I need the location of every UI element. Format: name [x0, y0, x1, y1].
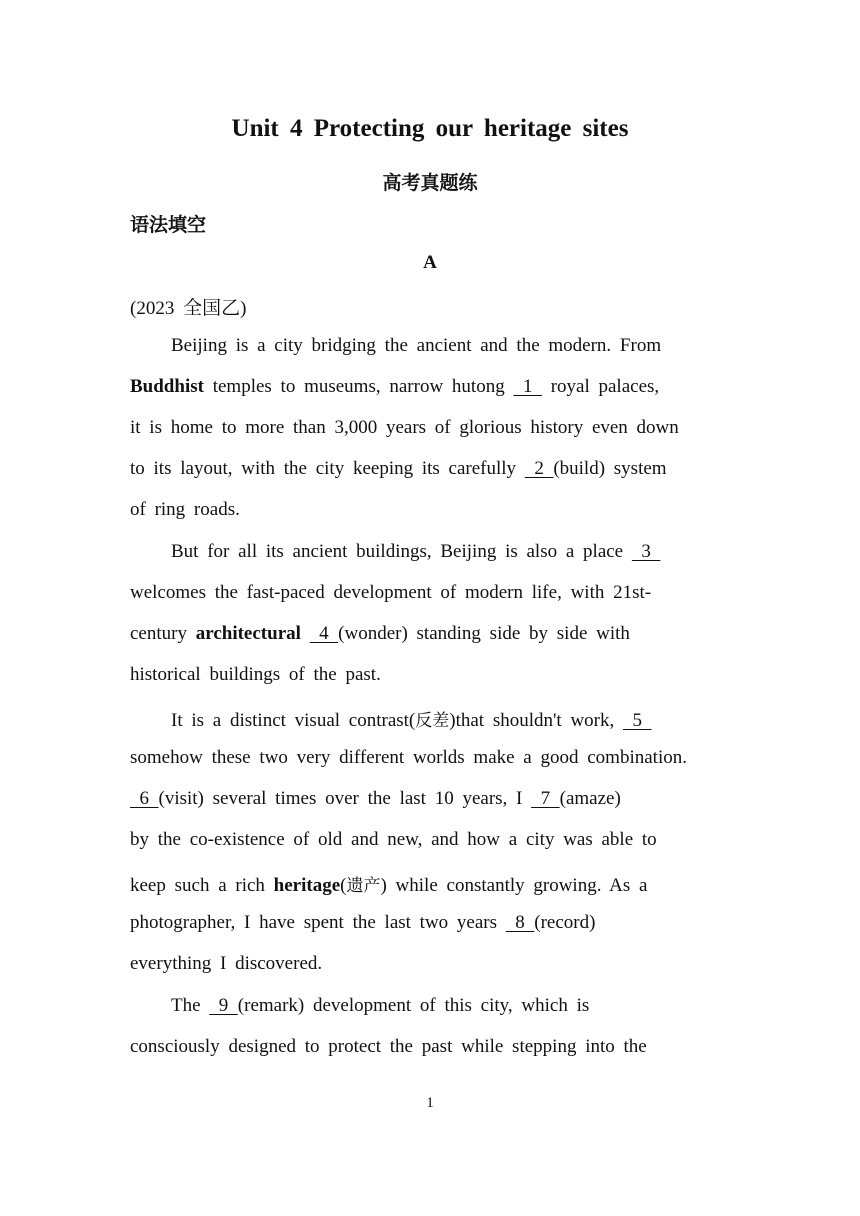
text-line: Beijing is a city bridging the ancient and the modern. From: [171, 335, 662, 356]
blank-8: 8: [505, 912, 535, 933]
text-span: But for all its ancient buildings, Beijing is also a place: [171, 541, 632, 562]
document-title: Unit 4 Protecting our heritage sites: [231, 115, 629, 142]
text-line: consciously designed to protect the past while stepping into the: [130, 1036, 647, 1057]
text-span: temples to museums, narrow hutong: [203, 376, 514, 397]
source-note: (2023 全国乙): [130, 298, 247, 319]
text-line: [130, 376, 659, 398]
text-span: (record): [534, 912, 596, 933]
text-line: [130, 458, 667, 480]
blank-3: 3: [631, 541, 661, 562]
passage-label: A: [423, 252, 437, 273]
blank-4: 4: [309, 623, 339, 644]
text-line: [171, 995, 589, 1017]
text-line: of ring roads.: [130, 499, 240, 520]
text-line: somehow these two very different worlds make a good combination.: [130, 747, 687, 768]
text-span: [301, 623, 310, 644]
bold-term: heritage: [273, 875, 341, 896]
bold-term: Buddhist: [130, 376, 204, 397]
text-line: historical buildings of the past.: [130, 664, 381, 685]
text-span: ) while constantly growing. As a: [380, 875, 648, 896]
text-span: (build) system: [553, 458, 667, 479]
text-span: photographer, I have spent the last two years: [130, 912, 506, 933]
text-line: [171, 706, 652, 732]
text-line: welcomes the fast-paced development of modern life, with 21st-: [130, 582, 652, 603]
text-span: royal palaces,: [541, 376, 660, 397]
chinese-gloss: 反差: [415, 711, 450, 731]
blank-1: 1: [513, 376, 542, 397]
text-line: it is home to more than 3,000 years of glorious history even down: [130, 417, 679, 438]
text-span: )that shouldn't work,: [449, 710, 624, 731]
text-line: [130, 623, 630, 645]
blank-6: 6: [130, 788, 159, 809]
text-span: (remark) development of this city, which is: [237, 995, 590, 1016]
blank-9: 9: [209, 995, 238, 1016]
text-span: (wonder) standing side by side with: [338, 623, 630, 644]
document-subtitle: 高考真题练: [382, 172, 478, 194]
chinese-gloss: 遗产: [346, 876, 381, 896]
blank-5: 5: [623, 710, 652, 731]
text-span: keep such a rich: [130, 875, 274, 896]
text-line: by the co-existence of old and new, and how a city was able to: [130, 829, 657, 850]
text-span: century: [130, 623, 196, 644]
text-span: (amaze): [559, 788, 621, 809]
text-line: everything I discovered.: [130, 953, 323, 974]
text-span: (visit) several times over the last 10 years, I: [158, 788, 532, 809]
blank-7: 7: [531, 788, 560, 809]
blank-2: 2: [524, 458, 554, 479]
text-span: to its layout, with the city keeping its carefully: [130, 458, 525, 479]
text-span: (: [340, 875, 347, 896]
text-span: The: [171, 995, 210, 1016]
bold-term: architectural: [195, 623, 301, 644]
section-heading: 语法填空: [130, 214, 207, 236]
text-line: [130, 871, 647, 897]
text-span: It is a distinct visual contrast(: [171, 710, 416, 731]
text-line: [130, 788, 621, 810]
text-line: [171, 541, 660, 563]
text-line: [130, 912, 595, 934]
page-number: 1: [426, 1095, 434, 1111]
